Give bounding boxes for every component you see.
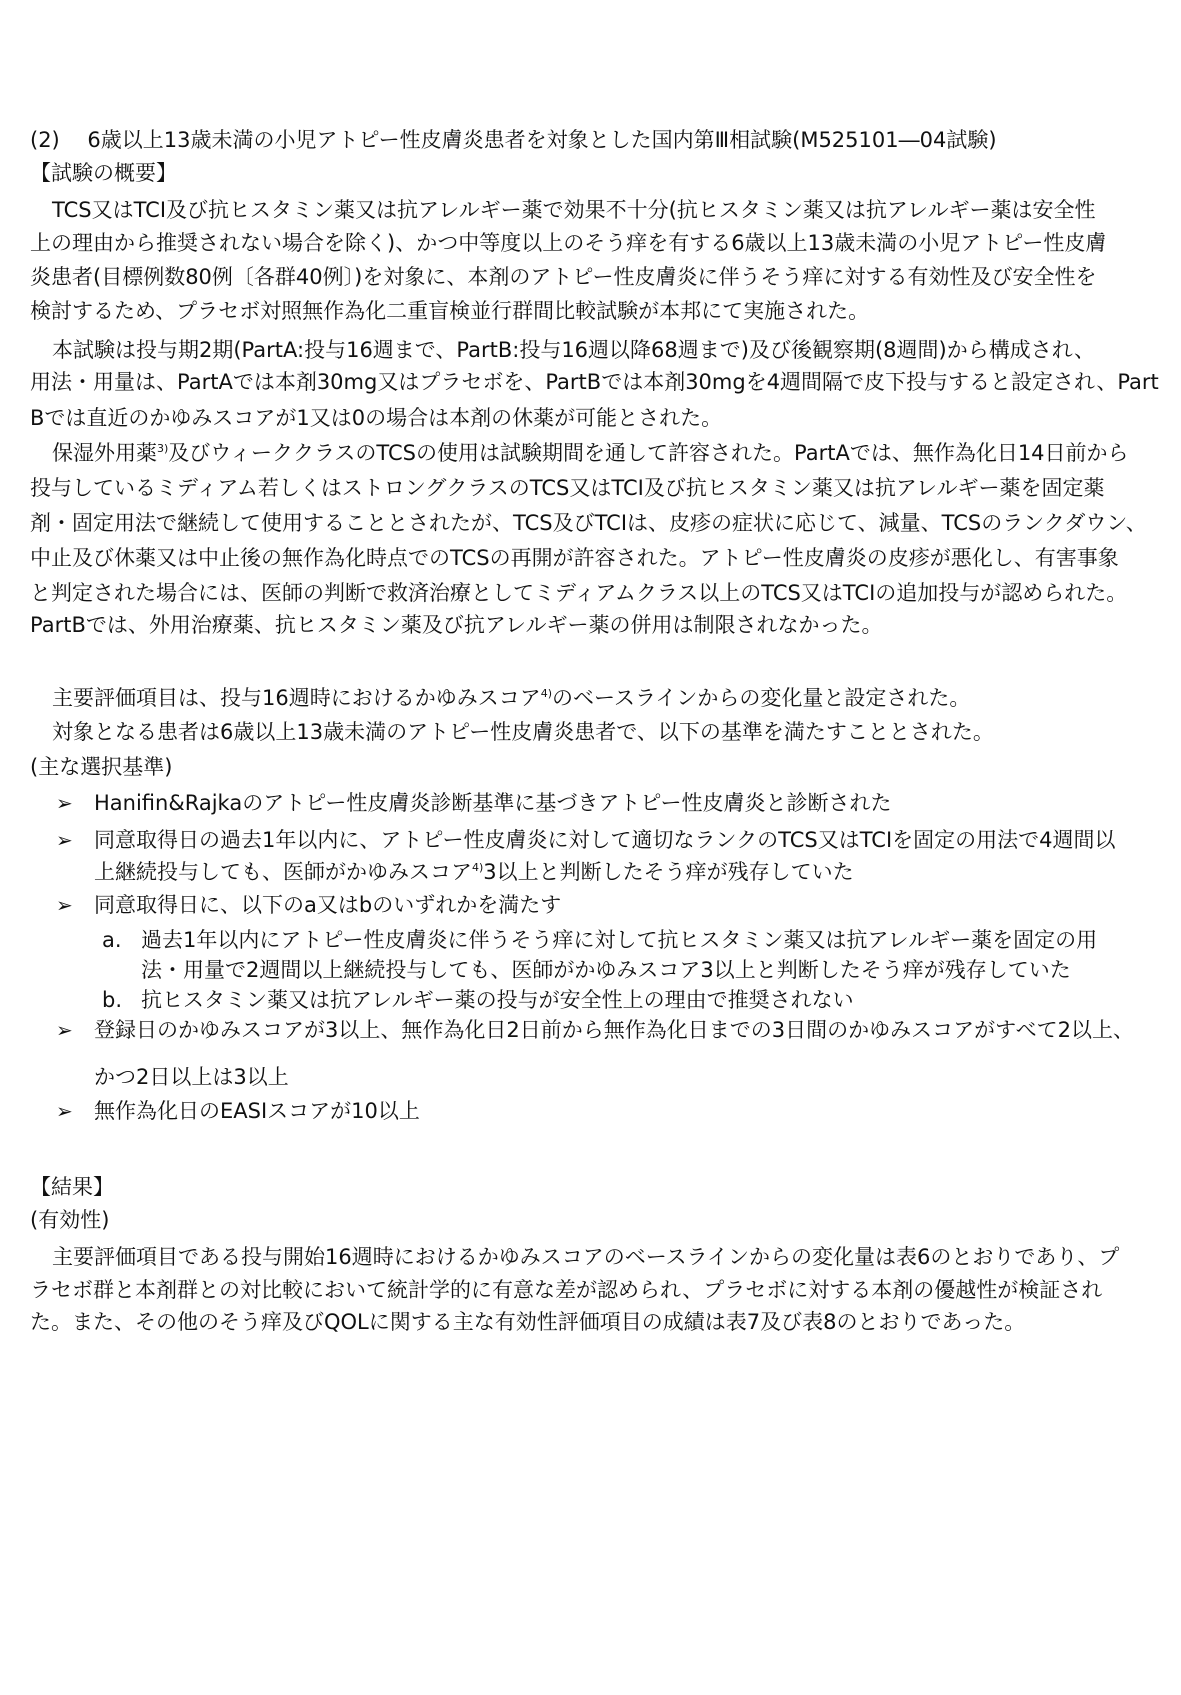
arrowhead-bullet-icon: ➢	[56, 791, 73, 815]
results-line: た。また、その他のそう痒及びQOLに関する主な有効性評価項目の成績は表7及び表8のとおりであった。	[30, 1310, 1026, 1334]
text: 保湿外用薬	[52, 441, 157, 465]
para2-line: Bでは直近のかゆみスコアが1又は0の場合は本剤の休薬が可能とされた。	[30, 406, 723, 430]
footnote-ref: 4)	[472, 861, 484, 874]
primary-endpoint	[52, 685, 970, 711]
para2-line: 本試験は投与期2期(PartA:投与16週まで、PartB:投与16週以降68週まで)及び後観察期(8週間)から構成され、	[52, 338, 1095, 362]
criterion: 無作為化日のEASIスコアが10以上	[94, 1099, 420, 1123]
sub-criterion-a-cont: 法・用量で2週間以上継続投与しても、医師がかゆみスコア3以上と判断したそう痒が残存していた	[141, 958, 1071, 982]
text: 3以上と判断したそう痒が残存していた	[483, 860, 854, 884]
footnote-ref: 4)	[540, 687, 553, 700]
text: のベースラインからの変化量と設定された。	[552, 686, 971, 710]
sub-criterion-b: 抗ヒスタミン薬又は抗アレルギー薬の投与が安全性上の理由で推奨されない	[141, 988, 854, 1012]
para1-line: 上の理由から推奨されない場合を除く)、かつ中等度以上のそう痒を有する6歳以上13歳未満の小児アトピー性皮膚	[30, 231, 1107, 255]
arrowhead-bullet-icon: ➢	[56, 828, 73, 852]
results-title: 【結果】	[30, 1175, 114, 1199]
para3-line	[52, 440, 1129, 466]
criterion: 登録日のかゆみスコアが3以上、無作為化日2日前から無作為化日までの3日間のかゆみスコアがすべて2以上、	[94, 1018, 1135, 1042]
criterion-cont: かつ2日以上は3以上	[94, 1065, 289, 1089]
overview-title: 【試験の概要】	[30, 161, 177, 185]
criterion-cont	[94, 859, 854, 885]
text: 及びウィーククラスのTCSの使用は試験期間を通して許容された。PartAでは、無作為化日14日前から	[168, 441, 1129, 465]
para3-line: 投与しているミディアム若しくはストロングクラスのTCS又はTCI及び抗ヒスタミン薬又は抗アレルギー薬を固定薬	[30, 476, 1105, 500]
section-heading: (2) 6歳以上13歳未満の小児アトピー性皮膚炎患者を対象とした国内第Ⅲ相試験(M525101―04試験)	[30, 128, 997, 152]
target-patients: 対象となる患者は6歳以上13歳未満のアトピー性皮膚炎患者で、以下の基準を満たすこととされた。	[52, 720, 994, 744]
para1-line: 炎患者(目標例数80例〔各群40例〕)を対象に、本剤のアトピー性皮膚炎に伴うそう痒に対する有効性及び安全性を	[30, 265, 1097, 289]
criterion: 同意取得日に、以下のa又はbのいずれかを満たす	[94, 893, 562, 917]
para3-line: PartBでは、外用治療薬、抗ヒスタミン薬及び抗アレルギー薬の併用は制限されなかった。	[30, 613, 883, 637]
text: 主要評価項目は、投与16週時におけるかゆみスコア	[52, 686, 541, 710]
arrowhead-bullet-icon: ➢	[56, 893, 73, 917]
footnote-ref: 3)	[157, 442, 169, 455]
para3-line: と判定された場合には、医師の判断で救済治療としてミディアムクラス以上のTCS又はTCIの追加投与が認められた。	[30, 581, 1128, 605]
sub-label-a: a.	[102, 928, 122, 952]
results-line: 主要評価項目である投与開始16週時におけるかゆみスコアのベースラインからの変化量は表6のとおりであり、プ	[52, 1245, 1120, 1269]
arrowhead-bullet-icon: ➢	[56, 1099, 73, 1123]
criteria-title: (主な選択基準)	[30, 755, 173, 779]
arrowhead-bullet-icon: ➢	[56, 1018, 73, 1042]
criterion: Hanifin&Rajkaのアトピー性皮膚炎診断基準に基づきアトピー性皮膚炎と診断された	[94, 791, 892, 815]
sub-criterion-a: 過去1年以内にアトピー性皮膚炎に伴うそう痒に対して抗ヒスタミン薬又は抗アレルギー薬を固定の用	[141, 928, 1098, 952]
para1-line: TCS又はTCI及び抗ヒスタミン薬又は抗アレルギー薬で効果不十分(抗ヒスタミン薬又は抗アレルギー薬は安全性	[52, 198, 1096, 222]
efficacy-title: (有効性)	[30, 1208, 110, 1232]
results-line: ラセボ群と本剤群との対比較において統計学的に有意な差が認められ、プラセボに対する本剤の優越性が検証され	[30, 1278, 1103, 1302]
para3-line: 剤・固定用法で継続して使用することとされたが、TCS及びTCIは、皮疹の症状に応じて、減量、TCSのランクダウン、	[30, 511, 1147, 535]
sub-label-b: b.	[102, 988, 123, 1012]
para1-line: 検討するため、プラセボ対照無作為化二重盲検並行群間比較試験が本邦にて実施された。	[30, 299, 870, 323]
para2-line: 用法・用量は、PartAでは本剤30mg又はプラセボを、PartBでは本剤30mgを4週間隔で皮下投与すると設定され、Part	[30, 370, 1159, 394]
text: 上継続投与しても、医師がかゆみスコア	[94, 860, 472, 884]
para3-line: 中止及び休薬又は中止後の無作為化時点でのTCSの再開が許容された。アトピー性皮膚炎の皮疹が悪化し、有害事象	[30, 546, 1119, 570]
criterion: 同意取得日の過去1年以内に、アトピー性皮膚炎に対して適切なランクのTCS又はTCIを固定の用法で4週間以	[94, 828, 1116, 852]
